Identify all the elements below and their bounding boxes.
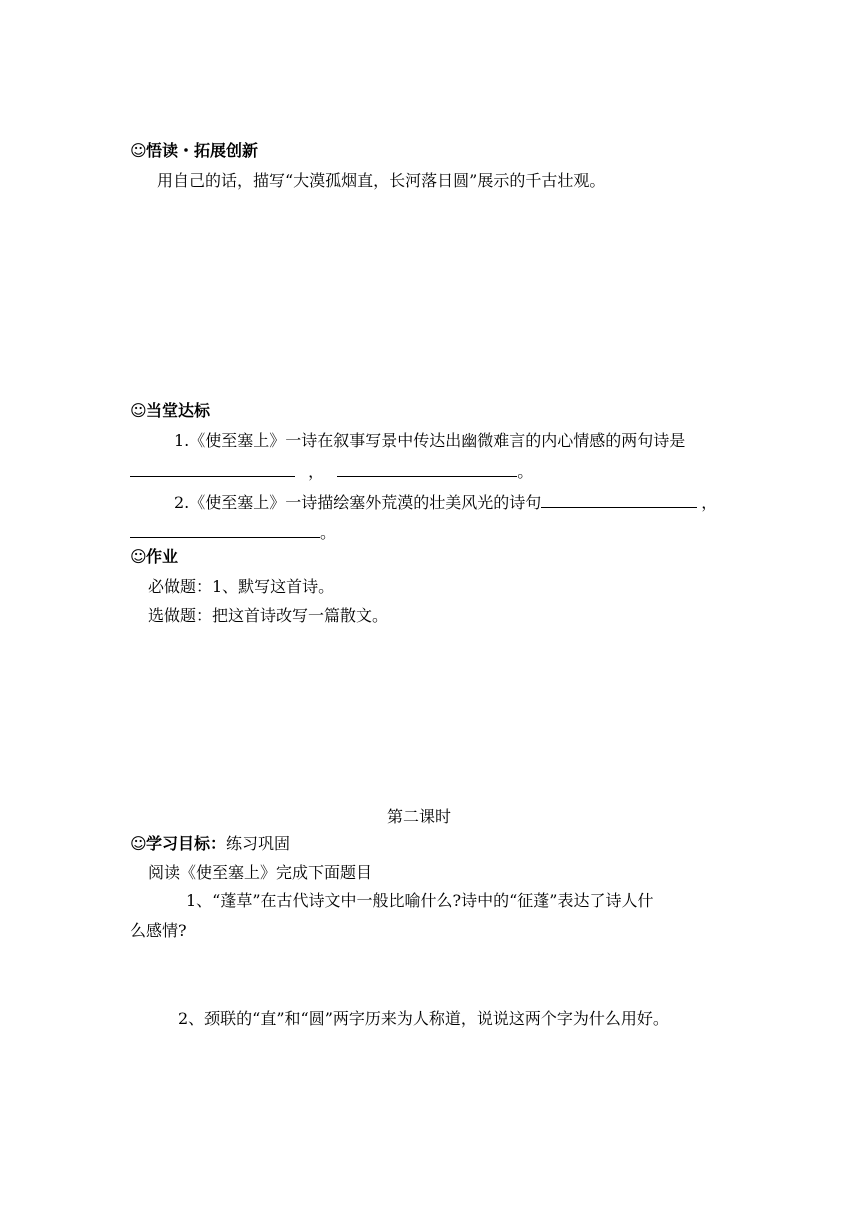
question-1: 1.《使至塞上》一诗在叙事写景中传达出幽微难言的内心情感的两句诗是 — [174, 431, 686, 450]
section-heading-practice — [130, 400, 210, 422]
heading-text: 当堂达标 — [146, 401, 211, 420]
heading-text: 悟读・拓展创新 — [146, 141, 259, 160]
answer-blank[interactable] — [130, 462, 295, 477]
lesson2-question-1-line1: 1、“蓬草”在古代诗文中一般比喻什么?诗中的“征蓬”表达了诗人什 — [186, 891, 654, 910]
section-heading-expand — [130, 140, 258, 162]
lesson2-question-1-line2: 么感情? — [130, 921, 187, 940]
required-task: 必做题：1、默写这首诗。 — [148, 577, 335, 596]
goal-text: 练习巩固 — [226, 834, 291, 853]
end-mark: 。 — [320, 523, 337, 542]
goal-label: 学习目标： — [146, 834, 227, 853]
learning-goal — [130, 833, 290, 855]
lesson-title: 第二课时 — [387, 807, 452, 826]
smiley-icon: ☺ — [130, 547, 147, 566]
lesson2-question-2: 2、颈联的“直”和“圆”两字历来为人称道，说说这两个字为什么用好。 — [178, 1009, 669, 1028]
reading-instruction: 阅读《使至塞上》完成下面题目 — [148, 863, 373, 882]
question-2-answer-line — [130, 522, 336, 544]
separator: ， — [701, 493, 718, 512]
heading-text: 作业 — [146, 547, 179, 566]
end-mark: 。 — [517, 462, 534, 481]
smiley-icon: ☺ — [130, 401, 147, 420]
question-2 — [174, 492, 717, 514]
separator: ， — [308, 462, 325, 481]
expand-prompt: 用自己的话，描写“大漠孤烟直，长河落日圆”展示的千古壮观。 — [157, 171, 606, 190]
question-2-text: 2.《使至塞上》一诗描绘塞外荒漠的壮美风光的诗句 — [174, 493, 542, 512]
optional-task: 选做题：把这首诗改写一篇散文。 — [148, 606, 389, 625]
section-heading-homework — [130, 546, 178, 568]
question-1-answer-line — [130, 461, 533, 483]
answer-blank[interactable] — [337, 462, 517, 477]
answer-blank[interactable] — [541, 493, 697, 508]
smiley-icon: ☺ — [130, 834, 147, 853]
smiley-icon: ☺ — [130, 141, 147, 160]
answer-blank[interactable] — [130, 523, 320, 538]
